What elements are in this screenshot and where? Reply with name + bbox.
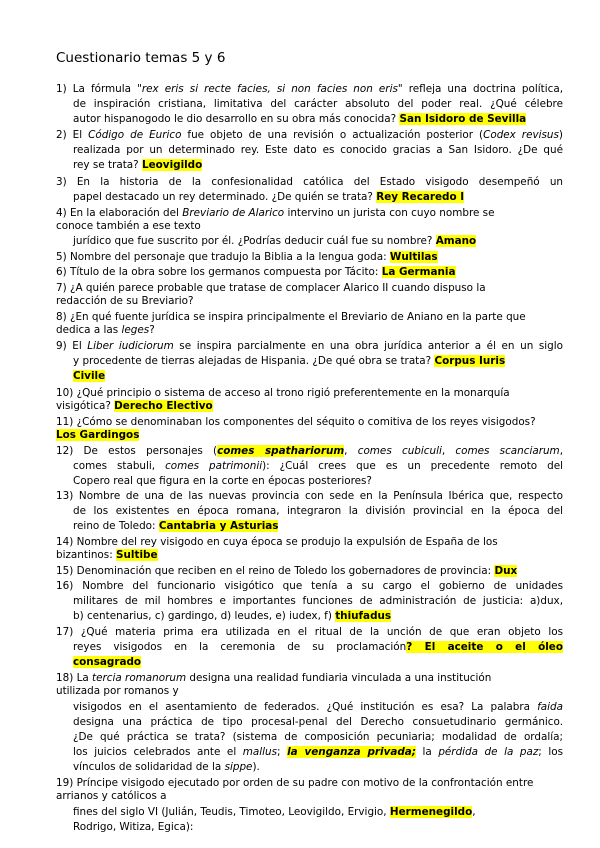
page-title: Cuestionario temas 5 y 6 bbox=[56, 50, 226, 66]
question-1-line-2: de inspiración cristiana, limitativa del carácter absoluto del poder real. ¿Qué célebre bbox=[73, 98, 563, 110]
question-8-line-1: 8) ¿En qué fuente jurídica se inspira principalmente el Breviario de Aniano en la parte que bbox=[56, 311, 526, 323]
answer-17: ? El aceite o el óleo bbox=[406, 641, 563, 653]
question-6: 6) Título de la obra sobre los germanos compuesta por Tácito: La Germania bbox=[56, 266, 456, 278]
question-17-line-1: 17) ¿Qué materia prima era utilizada en el ritual de la unción de que eran objeto los bbox=[56, 626, 563, 638]
answer-15: Dux bbox=[494, 565, 518, 577]
answer-12: comes spathariorum bbox=[217, 445, 345, 457]
answer-9: Corpus Iuris bbox=[434, 355, 506, 367]
question-1-line-1: 1) La fórmula "rex eris si recte facies, si non facies non eris" refleja una doctrina política, bbox=[56, 83, 564, 95]
question-4-line-3: jurídico que fue suscrito por él. ¿Podrías deducir cuál fue su nombre? Amano bbox=[73, 235, 477, 247]
answer-9-cont: Civile bbox=[73, 370, 106, 382]
question-19-line-3: fines del siglo VI (Julián, Teudis, Timoteo, Leovigildo, Ervigio, Hermenegildo, bbox=[73, 806, 476, 818]
question-17-line-3 bbox=[73, 656, 141, 669]
question-12-line-2: comes stabuli, comes patrimonii): ¿Cuál crees que es un precedente remoto del bbox=[73, 460, 563, 472]
answer-10: Derecho Electivo bbox=[114, 400, 213, 412]
question-4-line-2: conoce también a ese texto bbox=[56, 220, 201, 232]
question-19-line-1: 19) Príncipe visigodo ejecutado por orden de su padre con motivo de la confrontación entre bbox=[56, 777, 534, 789]
question-18-line-5: ¿De qué práctica se trata? (sistema de composición pecuniaria; modalidad de ordalía; bbox=[73, 731, 563, 743]
question-1-line-3: autor hispanogodo le dio desarrollo en su obra más conocida? San Isidoro de Sevilla bbox=[73, 113, 527, 125]
question-2-line-1: 2) El Código de Eurico fue objeto de una revisión o actualización posterior (Codex revisus) bbox=[56, 129, 563, 141]
question-3-line-1: 3) En la historia de la confesionalidad católica del Estado visigodo desempeñó un bbox=[56, 176, 563, 188]
question-10-line-1: 10) ¿Qué principio o sistema de acceso al trono rigió preferentemente en la monarquía bbox=[56, 387, 510, 399]
question-18-line-1: 18) La tercia romanorum designa una realidad fundiaria vinculada a una institución bbox=[56, 672, 492, 684]
answer-13: Cantabria y Asturias bbox=[158, 520, 279, 532]
question-12-line-3: Copero real que figura en la corte en épocas posteriores? bbox=[73, 475, 372, 487]
question-8-line-2: dedica a las leges? bbox=[56, 324, 155, 336]
answer-1: San Isidoro de Sevilla bbox=[399, 113, 527, 125]
question-18-line-7: vínculos de solidaridad de la sippe). bbox=[73, 761, 260, 773]
question-5: 5) Nombre del personaje que tradujo la Biblia a la lengua goda: Wultilas bbox=[56, 251, 438, 263]
question-15: 15) Denominación que reciben en el reino de Toledo los gobernadores de provincia: Dux bbox=[56, 565, 518, 577]
question-7-line-2: redacción de su Breviario? bbox=[56, 295, 194, 307]
question-11-answer-line bbox=[56, 429, 139, 442]
answer-2: Leovigildo bbox=[141, 159, 203, 171]
question-18-line-3: visigodos en el asentamiento de federados. ¿Qué institución es esa? La palabra faida bbox=[73, 701, 563, 713]
question-17-line-2: reyes visigodos en la ceremonia de su proclamación? El aceite o el óleo bbox=[73, 641, 563, 653]
question-11: 11) ¿Cómo se denominaban los componentes del séquito o comitiva de los reyes visigodos? bbox=[56, 416, 536, 428]
question-13-line-1: 13) Nombre de una de las nuevas provincia con sede en la Península Ibérica que, respecto bbox=[56, 490, 563, 502]
question-7-line-1: 7) ¿A quién parece probable que tratase de complacer Alarico II cuando dispuso la bbox=[56, 282, 486, 294]
question-9-line-3 bbox=[73, 370, 105, 383]
question-16-line-2: militares de mil hombres e importantes funciones de administración de justicia: a)dux, bbox=[73, 595, 563, 607]
question-18-line-2: utilizada por romanos y bbox=[56, 685, 179, 697]
question-18-line-6: los juicios celebrados ante el mallus; la venganza privada; la pérdida de la paz; los bbox=[73, 746, 563, 758]
question-2-line-2: realizada por un determinado rey. Este dato es conocido gracias a San Isidoro. ¿De qué bbox=[73, 144, 563, 156]
question-16-line-1: 16) Nombre del funcionario visigótico que tenía a su cargo el gobierno de unidades bbox=[56, 580, 563, 592]
answer-16: thiufadus bbox=[335, 610, 392, 622]
answer-4: Amano bbox=[435, 235, 477, 247]
question-18-line-4: designa una práctica de tipo procesal-penal del Derecho consuetudinario germánico. bbox=[73, 716, 563, 728]
answer-3: Rey Recaredo I bbox=[376, 191, 465, 203]
question-12-line-1: 12) De estos personajes (comes spathariorum, comes cubiculi, comes scanciarum, bbox=[56, 445, 563, 457]
question-19-line-2: arrianos y católicos a bbox=[56, 790, 167, 802]
answer-11: Los Gardingos bbox=[56, 429, 140, 441]
question-19-line-4: Rodrigo, Witiza, Egica): bbox=[73, 821, 194, 833]
answer-17-cont: consagrado bbox=[73, 656, 142, 668]
question-14-line-2: bizantinos: Sultibe bbox=[56, 549, 158, 561]
question-3-line-2: papel destacado un rey determinado. ¿De quién se trata? Rey Recaredo I bbox=[73, 191, 465, 203]
question-10-line-2: visigótica? Derecho Electivo bbox=[56, 400, 213, 412]
question-9-line-1: 9) El Liber iudiciorum se inspira parcialmente en una obra jurídica anterior a él en un siglo bbox=[56, 340, 563, 352]
question-9-line-2: y procedente de tierras alejadas de Hispania. ¿De qué obra se trata? Corpus Iuris bbox=[73, 355, 506, 367]
answer-5: Wultilas bbox=[389, 251, 438, 263]
question-14-line-1: 14) Nombre del rey visigodo en cuya época se produjo la expulsión de España de los bbox=[56, 536, 498, 548]
question-13-line-3: reino de Toledo: Cantabria y Asturias bbox=[73, 520, 279, 532]
answer-19: Hermenegildo bbox=[389, 806, 473, 818]
question-2-line-3: rey se trata? Leovigildo bbox=[73, 159, 203, 171]
question-13-line-2: de los existentes en época romana, integraron la división provincial en la época del bbox=[73, 505, 563, 517]
answer-18: la venganza privada; bbox=[287, 746, 416, 758]
answer-14: Sultibe bbox=[116, 549, 158, 561]
answer-6: La Germania bbox=[381, 266, 456, 278]
question-4-line-1: 4) En la elaboración del Breviario de Alarico intervino un jurista con cuyo nombre se bbox=[56, 207, 495, 219]
question-16-line-3: b) centenarius, c) gardingo, d) leudes, e) iudex, f) thiufadus bbox=[73, 610, 392, 622]
